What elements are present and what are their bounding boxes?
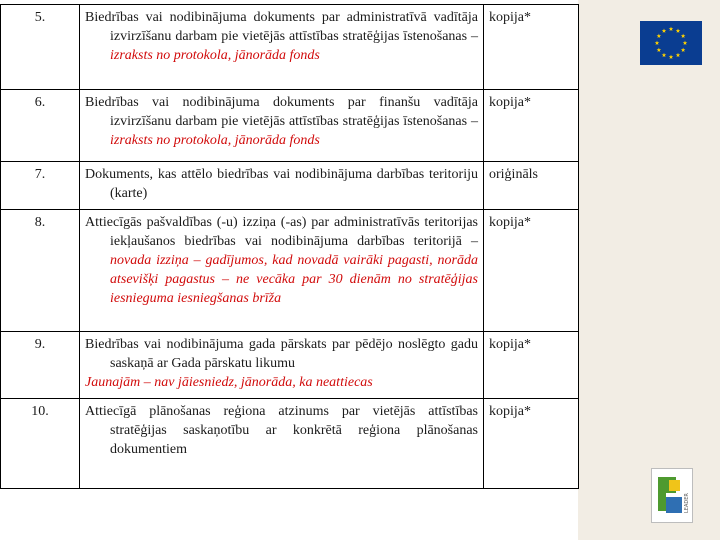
- row-description: [80, 399, 484, 489]
- row-status: kopija*: [484, 210, 579, 332]
- table-row: [1, 399, 579, 489]
- row-number: 9.: [1, 332, 80, 399]
- table-row: [1, 162, 579, 210]
- eu-star-icon: [669, 55, 674, 59]
- eu-star-icon: [657, 48, 662, 52]
- eu-flag-icon: [640, 21, 702, 65]
- description-note: izraksts no protokola, jānorāda fonds: [110, 133, 320, 148]
- eu-star-icon: [683, 41, 688, 45]
- description-text: Attiecīgā plānošanas reģiona atzinums par vietējās attīstības stratēģijas saskaņotību ar konkrētā reģiona plānošanas dokumentiem: [85, 404, 478, 457]
- table-row: [1, 90, 579, 162]
- description-text: Biedrības vai nodibinājuma dokuments par finanšu vadītāja izvirzīšanu darbam pie vietējās attīstības stratēģijas īstenošanas –: [85, 95, 478, 129]
- eu-star-icon: [676, 28, 681, 32]
- row-number: 7.: [1, 162, 80, 210]
- description-text: Attiecīgās pašvaldības (-u) izziņa (-as) par administratīvās teritorijas iekļaušanos biedrības vai nodibinājuma darbības teritorijā –: [85, 215, 478, 249]
- documents-table: [0, 4, 579, 489]
- row-status: kopija*: [484, 90, 579, 162]
- row-description: [80, 90, 484, 162]
- eu-star-icon: [662, 53, 667, 57]
- row-status: kopija*: [484, 399, 579, 489]
- eu-star-icon: [669, 27, 674, 31]
- eu-star-icon: [657, 34, 662, 38]
- leader-logo-icon: [651, 468, 693, 523]
- row-number: 5.: [1, 5, 80, 90]
- row-number: 10.: [1, 399, 80, 489]
- eu-star-icon: [662, 28, 667, 32]
- description-text: Dokuments, kas attēlo biedrības vai nodibinājuma darbības teritoriju (karte): [85, 167, 478, 201]
- description-note: izraksts no protokola, jānorāda fonds: [110, 48, 320, 63]
- table-row: [1, 210, 579, 332]
- row-number: 8.: [1, 210, 80, 332]
- row-status: oriģināls: [484, 162, 579, 210]
- table-row: [1, 332, 579, 399]
- row-status: kopija*: [484, 332, 579, 399]
- leader-logo-text: LEADER: [684, 493, 690, 513]
- row-description: [80, 210, 484, 332]
- description-text: Biedrības vai nodibinājuma gada pārskats par pēdējo noslēgto gadu saskaņā ar Gada pārskatu likumu: [85, 337, 478, 371]
- row-number: 6.: [1, 90, 80, 162]
- description-note: novada izziņa – gadījumos, kad novadā vairāki pagasti, norāda atsevišķi pagastus – ne vecāka par 30 dienām no stratēģijas iesnieguma iesniegšanas brīža: [110, 253, 478, 306]
- description-note: Jaunajām – nav jāiesniedz, jānorāda, ka neattiecas: [85, 375, 373, 390]
- eu-star-icon: [676, 53, 681, 57]
- eu-star-icon: [681, 48, 686, 52]
- eu-star-icon: [681, 34, 686, 38]
- table-row: [1, 5, 579, 90]
- description-text: Biedrības vai nodibinājuma dokuments par administratīvā vadītāja izvirzīšanu darbam pie vietējās attīstības stratēģijas īstenošanas –: [85, 10, 478, 44]
- side-panel: [578, 0, 720, 540]
- row-description: [80, 5, 484, 90]
- row-description: [80, 162, 484, 210]
- eu-star-icon: [655, 41, 660, 45]
- row-description: [80, 332, 484, 399]
- row-status: kopija*: [484, 5, 579, 90]
